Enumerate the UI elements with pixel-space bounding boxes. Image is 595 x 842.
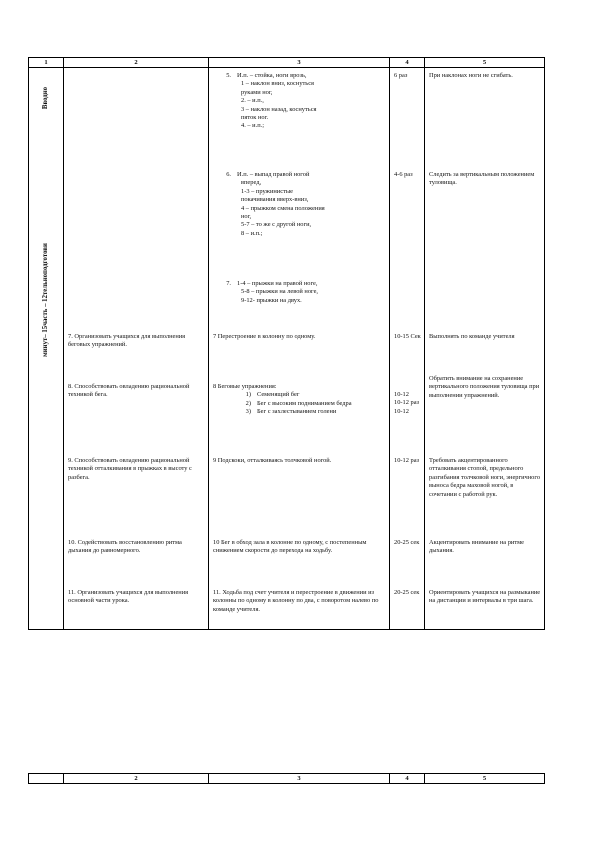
continuation-header-table xyxy=(28,773,545,784)
exercise-6-line: 4 – прыжком смена положения xyxy=(241,204,325,212)
content-8-item-text: Бег с высоким подниманием бедра xyxy=(257,399,352,407)
table-body-row xyxy=(29,68,545,630)
dosage-ex5: 6 раз xyxy=(394,72,408,79)
section-label-line-1: минут– 15часть – 12тельноподготови xyxy=(42,243,49,357)
dosage-cell xyxy=(390,68,425,630)
objective-8: 8. Способствовать овладению рациональной техникой бега. xyxy=(68,383,190,399)
objectives-cell xyxy=(64,68,209,630)
content-10: 10 Бег в обход зала в колонне по одному, с постепенным снижением скорости до перехода на ходьбу. xyxy=(213,539,367,555)
header-col-1: 1 xyxy=(29,58,64,68)
exercise-5-line: пяток ног. xyxy=(241,114,269,122)
table-header-row xyxy=(29,58,545,68)
dosage-9: 10-12 раз xyxy=(394,457,420,464)
note-ex6: Следить за вертикальным положением туловища. xyxy=(429,171,535,187)
note-7: Выполнять по команде учителя xyxy=(429,333,515,340)
continuation-col-3: 3 xyxy=(209,774,390,784)
exercise-7-number: 7. xyxy=(226,280,231,287)
exercise-6 xyxy=(213,171,386,238)
dosage-8-value: 10-12 xyxy=(394,391,409,398)
exercise-7-line: 9-12- прыжки на двух. xyxy=(241,296,302,304)
content-8-item-text: Бег с захлестыванием голени xyxy=(257,408,337,416)
header-col-5: 5 xyxy=(425,58,545,68)
dosage-10: 20-25 сек xyxy=(394,539,420,546)
dosage-8-value: 10-12 xyxy=(394,407,409,415)
content-8-item-number: 1) xyxy=(245,391,251,399)
section-label xyxy=(41,243,51,357)
exercise-7-line: 1-4 – прыжки на правой ноге, xyxy=(237,280,318,287)
continuation-col-4: 4 xyxy=(390,774,425,784)
note-10: Акцентировать внимание на ритме дыхания. xyxy=(429,539,525,555)
exercise-6-line: 8 – и.п.; xyxy=(241,229,263,237)
content-11: 11. Ходьба под счет учителя и перестроение в движении из колонны по одному в колонну по два, с поворотом налево по команде учителя. xyxy=(213,589,379,613)
notes-cell xyxy=(425,68,545,630)
dosage-8 xyxy=(394,391,421,416)
lesson-plan-table xyxy=(28,57,545,630)
exercise-6-line: 5-7 – то же с другой ноги, xyxy=(241,221,312,229)
header-col-2: 2 xyxy=(64,58,209,68)
objective-7: 7. Организовать учащихся для выполнения беговых упражнений. xyxy=(68,333,186,349)
continuation-col-5: 5 xyxy=(425,774,545,784)
exercise-5 xyxy=(213,72,386,131)
objective-11: 11. Организовать учащихся для выполнения основной части урока. xyxy=(68,589,189,605)
objective-9: 9. Способствовать овладению рациональной техникой отталкивания в прыжках в высоту с разбега. xyxy=(68,457,192,481)
exercise-5-line: руками ног, xyxy=(241,88,273,96)
note-11: Ориентировать учащихся на размыкание на дистанции и интервалы в три шага. xyxy=(429,589,541,605)
dosage-7: 10-15 Сек xyxy=(394,333,421,340)
dosage-11: 20-25 сек xyxy=(394,589,420,596)
exercise-6-number: 6. xyxy=(226,171,231,178)
continuation-header-row xyxy=(29,774,545,784)
exercise-5-line: 1 – наклон вниз, коснуться xyxy=(241,80,314,88)
exercise-6-line: вперед, xyxy=(241,179,262,187)
content-8-title: 8 Беговые упражнения: xyxy=(213,383,277,390)
content-cell xyxy=(209,68,390,630)
exercise-5-line: 2. – и.п., xyxy=(241,97,264,105)
exercise-6-line: И.п. – выпад правой ногой xyxy=(237,171,310,178)
section-label-top: Вводно xyxy=(41,86,49,110)
content-8-item-text: Семенящий бег xyxy=(257,391,300,399)
continuation-col-1 xyxy=(29,774,64,784)
note-8: Обратить внимание на сохранение вертикального положения туловища при выполнении упражнений. xyxy=(429,375,540,399)
exercise-6-line: 1-3 – пружинистые xyxy=(241,187,293,195)
dosage-8-value: 10-12 раз xyxy=(394,399,420,407)
exercise-6-line: покачивания вверх-вниз, xyxy=(241,196,309,204)
continuation-col-2: 2 xyxy=(64,774,209,784)
exercise-6-line: ног, xyxy=(241,213,252,221)
exercise-5-line: 4. – и.п.; xyxy=(241,122,264,130)
exercise-5-number: 5. xyxy=(226,72,231,79)
note-ex5: При наклонах ноги не сгибать. xyxy=(429,72,513,79)
header-col-3: 3 xyxy=(209,58,390,68)
header-col-4: 4 xyxy=(390,58,425,68)
exercise-7-line: 5-8 – прыжки на левой ноге, xyxy=(241,288,319,296)
content-9: 9 Подскоки, отталкиваясь толчковой ногой. xyxy=(213,457,332,464)
exercise-7-jumps xyxy=(213,280,386,305)
content-7: 7 Перестроение в колонну по одному. xyxy=(213,333,316,340)
exercise-5-line: 3 – наклон назад, коснуться xyxy=(241,105,317,113)
objective-10: 10. Содействовать восстановлению ритма дыхания до равномерного. xyxy=(68,539,182,555)
exercise-5-line: И.п. – стойка, ноги врозь, xyxy=(237,72,307,79)
note-9: Требовать акцентированного отталкивания стопой, предельного разгибания толчковой ноги, энергичного выноса бедра маховой ногой, в сочетании с работой рук. xyxy=(429,457,541,498)
content-8 xyxy=(213,383,386,417)
section-label-cell xyxy=(29,68,64,630)
dosage-ex6: 4-6 раз xyxy=(394,171,413,178)
content-8-item-number: 2) xyxy=(245,399,251,407)
content-8-item-number: 3) xyxy=(245,408,251,416)
